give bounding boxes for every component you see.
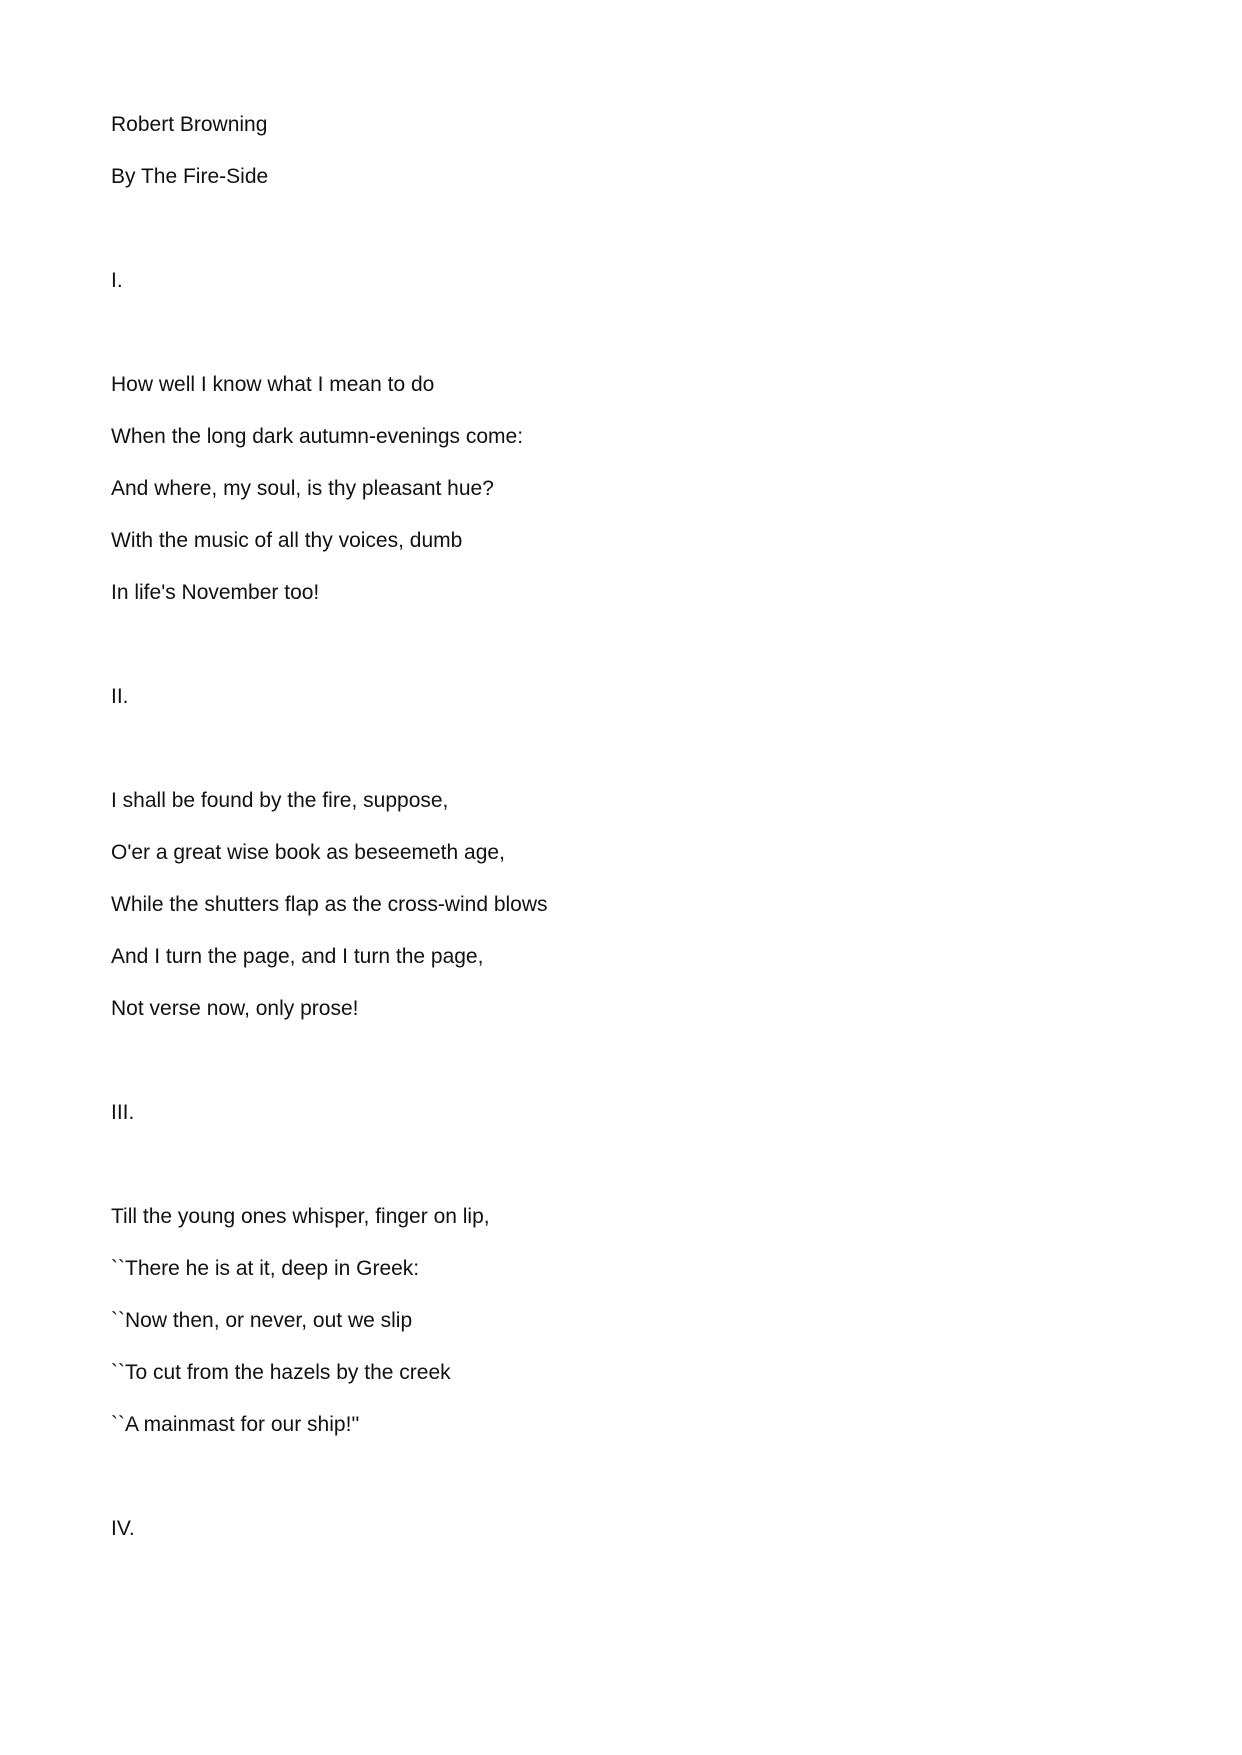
stanza-3-numeral: III. (111, 1101, 135, 1124)
stanza-2-line-5: Not verse now, only prose! (111, 997, 359, 1020)
poem-title: By The Fire-Side (111, 165, 269, 188)
stanza-2-line-1: I shall be found by the fire, suppose, (111, 789, 449, 812)
stanza-1-numeral: I. (111, 269, 123, 292)
author-name: Robert Browning (111, 113, 268, 136)
stanza-2-line-3: While the shutters flap as the cross-wind blows (111, 893, 548, 916)
stanza-2-line-4: And I turn the page, and I turn the page, (111, 945, 484, 968)
stanza-3-line-1: Till the young ones whisper, finger on lip, (111, 1205, 490, 1228)
stanza-2-line-2: O'er a great wise book as beseemeth age, (111, 841, 505, 864)
stanza-1-line-2: When the long dark autumn-evenings come: (111, 425, 524, 448)
stanza-3-line-5: ``A mainmast for our ship!'' (111, 1413, 360, 1436)
stanza-1-line-5: In life's November too! (111, 581, 320, 604)
stanza-1-line-1: How well I know what I mean to do (111, 373, 435, 396)
stanza-3-line-2: ``There he is at it, deep in Greek: (111, 1257, 420, 1280)
stanza-2-numeral: II. (111, 685, 129, 708)
stanza-1-line-4: With the music of all thy voices, dumb (111, 529, 463, 552)
stanza-1-line-3: And where, my soul, is thy pleasant hue? (111, 477, 494, 500)
stanza-3-line-4: ``To cut from the hazels by the creek (111, 1361, 451, 1384)
stanza-3-line-3: ``Now then, or never, out we slip (111, 1309, 413, 1332)
stanza-4-numeral: IV. (111, 1517, 135, 1540)
